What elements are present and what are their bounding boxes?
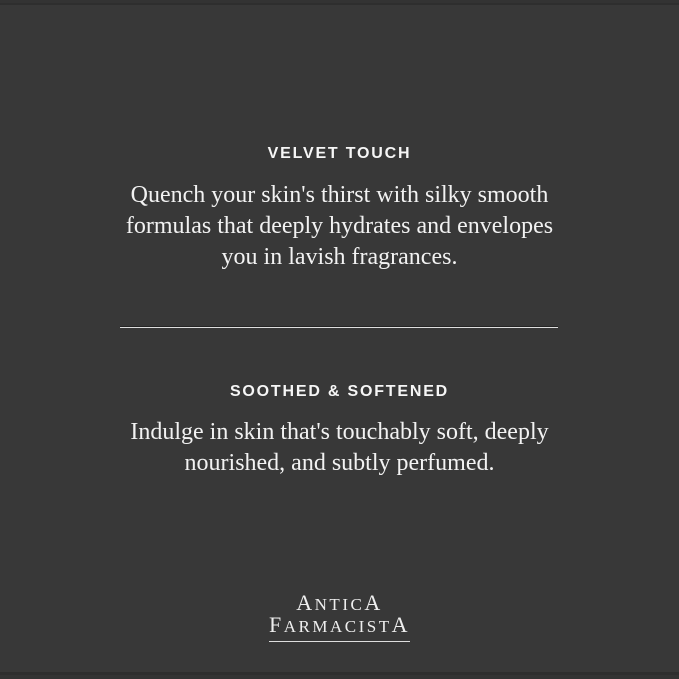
bottom-edge-band xyxy=(0,675,679,679)
logo-letter: A xyxy=(391,612,410,637)
section-heading-velvet-touch: VELVET TOUCH xyxy=(267,145,412,162)
antica-farmacista-logo xyxy=(269,590,410,642)
body-line: Indulge in skin that's touchably soft, deeply xyxy=(130,419,549,445)
logo-letter: A xyxy=(364,590,383,615)
logo-letters: ARMACIST xyxy=(283,617,392,636)
body-line: formulas that deeply hydrates and envelopes xyxy=(125,213,554,239)
brand-logo-area xyxy=(0,590,679,642)
logo-line-farmacista xyxy=(269,612,410,637)
section-body-soothed-softened xyxy=(0,417,679,479)
logo-letter: F xyxy=(269,612,284,637)
logo-letter: A xyxy=(296,590,315,615)
top-edge-line xyxy=(0,3,679,5)
section-divider xyxy=(120,327,558,328)
body-line: nourished, and subtly perfumed. xyxy=(184,450,495,476)
logo-letters: NTIC xyxy=(314,595,365,614)
body-line: you in lavish fragrances. xyxy=(221,244,458,270)
section-body-velvet-touch xyxy=(0,180,679,273)
section-heading-soothed-softened: SOOTHED & SOFTENED xyxy=(229,383,450,400)
body-line: Quench your skin's thirst with silky smooth xyxy=(130,182,549,208)
logo-line-antica xyxy=(269,590,410,615)
